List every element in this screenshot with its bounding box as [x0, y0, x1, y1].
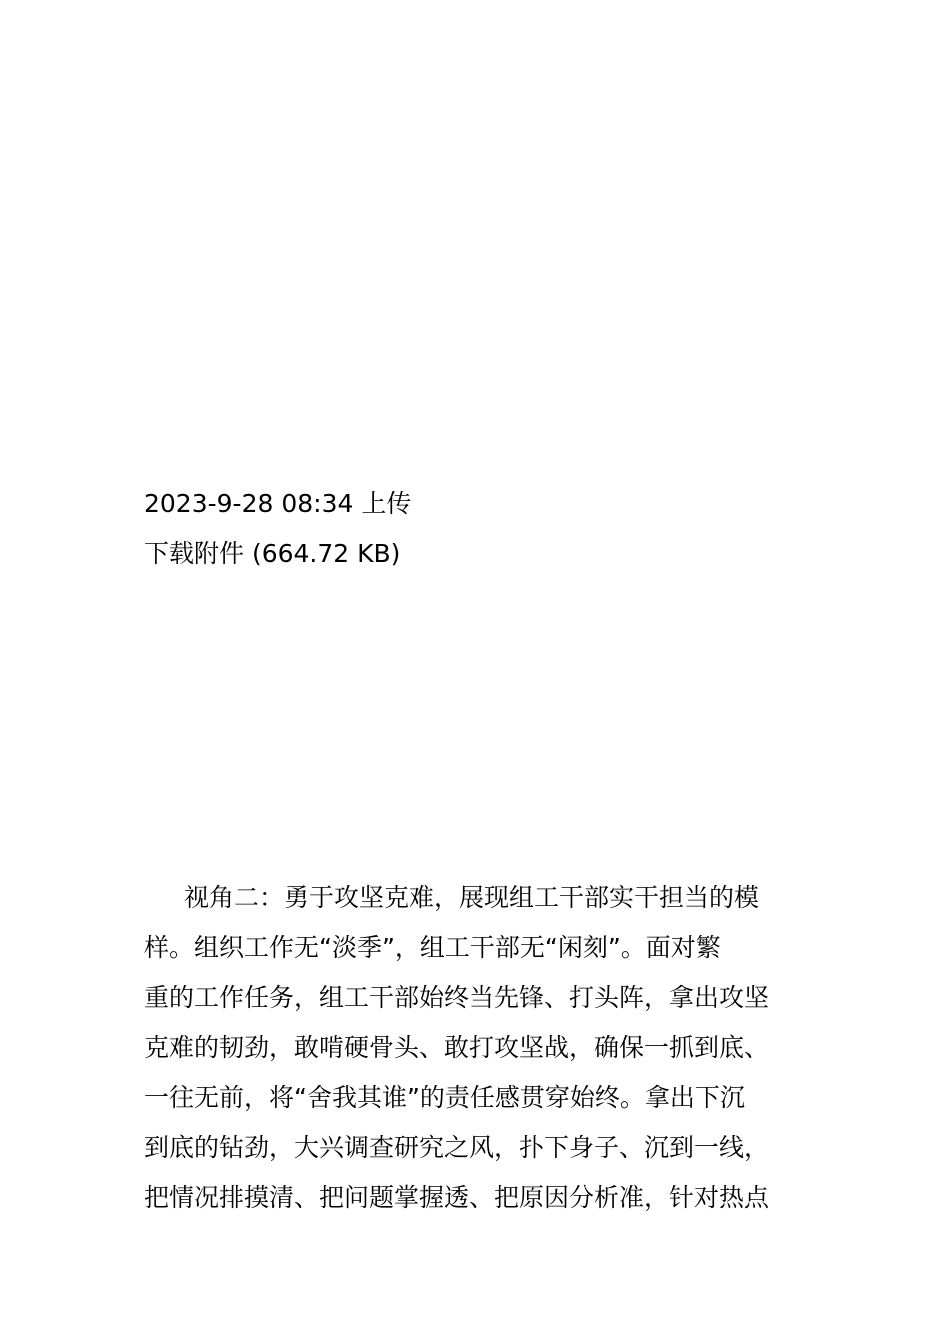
paragraph-line: 重的工作任务，组工干部始终当先锋、打头阵，拿出攻坚 [144, 983, 770, 1012]
download-attachment-link[interactable]: 下载附件 (664.72 KB) [144, 539, 401, 568]
paragraph-line: 到底的钻劲，大兴调查研究之风，扑下身子、沉到一线， [144, 1133, 770, 1162]
article-paragraph [144, 873, 808, 1223]
paragraph-line: 视角二：勇于攻坚克难，展现组工干部实干担当的模 [184, 883, 760, 912]
upload-timestamp: 2023-9-28 08:34 上传 [144, 489, 412, 518]
paragraph-line: 样。组织工作无“淡季”，组工干部无“闲刻”。面对繁 [144, 933, 721, 962]
paragraph-line: 克难的韧劲，敢啃硬骨头、敢打攻坚战，确保一抓到底、 [144, 1033, 770, 1062]
paragraph-line: 一往无前，将“舍我其谁”的责任感贯穿始终。拿出下沉 [144, 1083, 745, 1112]
paragraph-line: 把情况排摸清、把问题掌握透、把原因分析准，针对热点 [144, 1183, 770, 1212]
attachment-meta [144, 479, 411, 579]
